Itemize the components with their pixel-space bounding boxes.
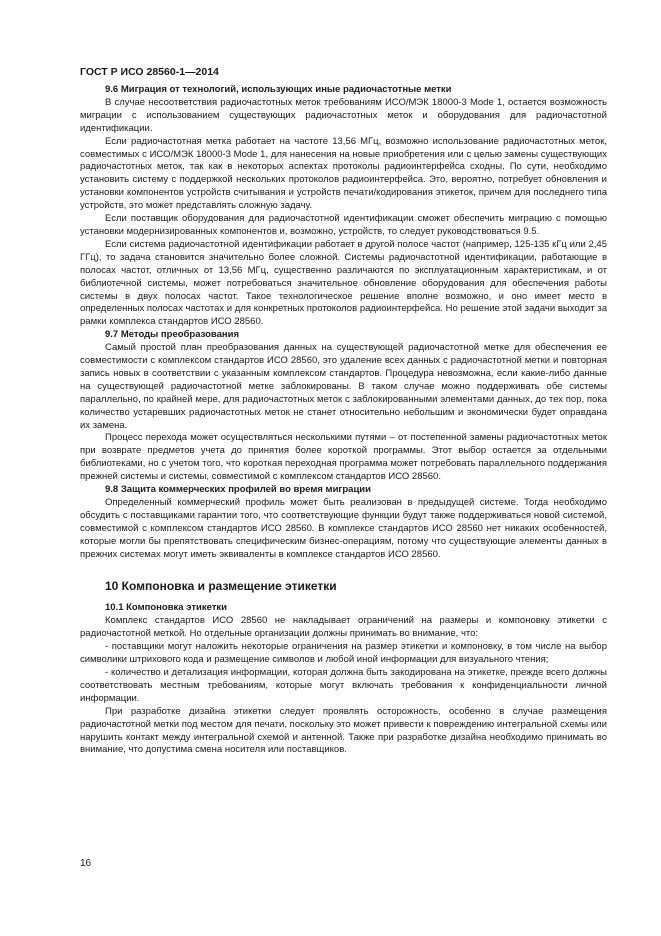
section-10-heading: 10 Компоновка и размещение этикетки [105, 578, 337, 593]
document-body [80, 84, 607, 757]
section-10-1-heading: 10.1 Компоновка этикетки [105, 602, 228, 614]
section-10-1-paragraph: Комплекс стандартов ИСО 28560 не накладывает ограничений на размеры и компоновку этикетки с радиочастотной меткой. Но отдельные организации должны принимать во внимание, что: [80, 615, 607, 640]
section-9-6-paragraph: Если радиочастотная метка работает на частоте 13,56 МГц, возможно использование радиочастотных меток, совместимых с ИСО/МЭК 18000-3 Mode 1, для нанесения на новые приобретения или с целью замены существующих радиочастотных меток, так как в некоторых аспектах протоколы радиоинтерфейса сходны. По сути, необходимо установить систему с поддержкой нескольких протоколов радиоинтерфейса. Это, вероятно, потребует обновления и установки компонентов устройств считывания и устройств печати/кодирования этикеток, причем для последнего типа устройств, это может представлять сложную задачу. [80, 135, 607, 212]
document-header: ГОСТ Р ИСО 28560-1—2014 [80, 66, 219, 78]
section-9-8-heading: 9.8 Защита коммерческих профилей во время миграции [105, 484, 371, 496]
section-9-6-paragraph: Если система радиочастотной идентификации работает в другой полосе частот (например, 125-135 кГц или 2,45 ГГц), то задача становится значительно более сложной. Системы радиочастотной идентификации, работающие в полосах частот, отличных от 13,56 МГц, существенно различаются по эксплуатационным характеристикам, и от библиотечной системы, может потребоваться значительное обновление оборудования для обеспечения работы системы в двух полосах частот. Такое технологическое решение вполне возможно, и оно имеет место в определенных полосах частотах и для конкретных протоколов радиоинтерфейса. Но решение этой задачи выходит за рамки комплекса стандартов ИСО 28560. [80, 238, 607, 328]
section-9-8-paragraph: Определенный коммерческий профиль может быть реализован в предыдущей системе. Тогда необходимо обсудить с поставщиками гарантии того, что соответствующие функции будут также поддерживаться новой системой, совместимой с комплексом стандартов ИСО 28560. В комплексе стандартов ИСО 28560 нет никаких особенностей, которые могли бы препятствовать специфическим бизнес-операциям, потому что существующие элементы данных в прежних системах могут иметь эквиваленты в комплексе стандартов ИСО 28560. [80, 497, 607, 560]
section-9-6-paragraph: В случае несоответствия радиочастотных меток требованиям ИСО/МЭК 18000-3 Mode 1, остается возможность миграции с использованием существующих радиочастотных меток и оборудования для радиочастотной идентификации. [80, 96, 607, 134]
section-9-6-paragraph: Если поставщик оборудования для радиочастотной идентификации сможет обеспечить миграцию с помощью установки модернизированных компонентов и, возможно, устройств, то следует руководствоваться 9.5. [80, 213, 607, 237]
page-number: 16 [80, 858, 92, 869]
section-9-7-heading: 9.7 Методы преобразования [105, 329, 240, 341]
section-10-1-list-item: - количество и детализация информации, которая должна быть закодирована на этикетке, прежде всего должны соответствовать местным требованиям, которые могут включать требования к конфиденциальности личной информации. [80, 666, 607, 704]
section-9-7-paragraph: Самый простой план преобразования данных на существующей радиочастотной метке для обеспечения ее совместимости с комплексом стандартов ИСО 28560, это удаление всех данных с радиочастотной метки и повторная запись новых в соответствии с указанным комплексом стандартов. Процедура невозможна, если какие-либо данные на существующей радиочастотной метке заблокированы. В таком случае можно поддерживать обе системы параллельно, по крайней мере, для радиочастотных меток с заблокированными элементами данных, до тех пор, пока количество устаревших радиочастотных меток не станет относительно небольшим и экономически будет оправдана их замена. [80, 342, 607, 431]
section-9-7-paragraph: Процесс перехода может осуществляться несколькими путями – от постепенной замены радиочастотных меток при возврате предметов учета до принятия более короткой программы. Этот выбор остается за отдельными библиотеками, но с учетом того, что короткая переходная программа может потребовать параллельного поддержания прежней системы и системы, совместимой с комплексом стандартов ИСО 28560. [80, 432, 607, 483]
section-10-1-paragraph: При разработке дизайна этикетки следует проявлять осторожность, особенно в случае размещения радиочастотной метки под местом для печати, поскольку это может привести к повреждению интегральной схемы или нарушить контакт между интегральной схемой и антенной. Также при разработке дизайна необходимо принимать во внимание, что допустима смена носителя или поставщиков. [80, 705, 607, 756]
section-9-6-heading: 9.6 Миграция от технологий, использующих иные радиочастотные метки [105, 84, 452, 95]
section-10-1-list-item: - поставщики могут наложить некоторые ограничения на размер этикетки и компоновку, в том числе на выбор символики штрихового кода и размещение символов и любой иной информации для визуального чтения; [80, 641, 607, 666]
